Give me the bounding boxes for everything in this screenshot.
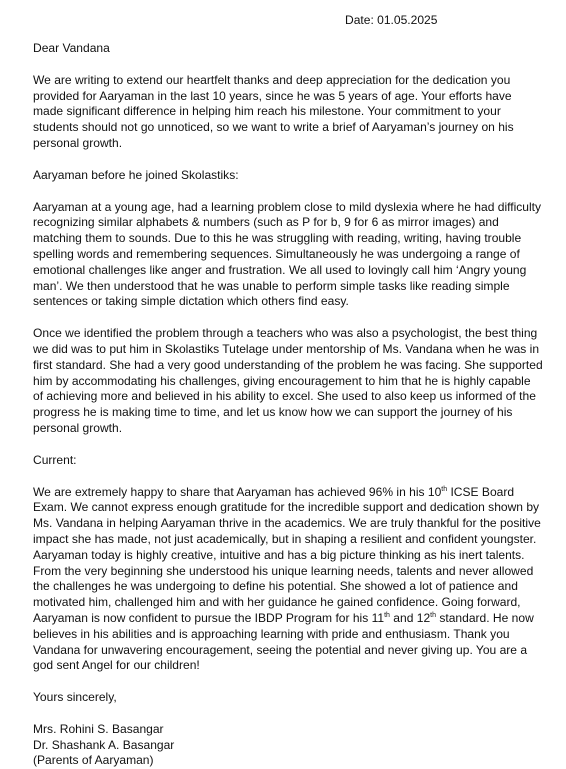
superscript-th-2: th — [384, 611, 390, 619]
superscript-th-3: th — [430, 611, 436, 619]
section-heading-current: Current: — [33, 452, 77, 467]
signatory-3: (Parents of Aaryaman) — [33, 753, 154, 768]
signature-block — [33, 690, 543, 769]
salutation: Dear Vandana — [33, 41, 110, 55]
current-text-3: and 12 — [389, 610, 431, 625]
current-paragraph — [33, 485, 543, 675]
signatory-1: Mrs. Rohini S. Basangar — [33, 721, 164, 736]
superscript-th-1: th — [441, 485, 448, 493]
closing: Yours sincerely, — [33, 690, 117, 705]
before-paragraph-1: Aaryaman at a young age, had a learning problem close to mild dyslexia where he had difficulty recognizing similar alphabets & numbers (such as P for b, 9 for 6 as mirror images) and matching them to sounds. Due to this he was struggling with reading, writing, having trouble spelling words and remembering sequences. Simultaneously he was undergoing a range of emotional challenges like anger and frustration. We all used to lovingly call him ‘Angry young man’. We then understood that he was unable to perform simple tasks like reading simple sentences or taking simple dictation which others find easy. — [33, 199, 542, 309]
letter-body — [33, 41, 543, 769]
current-text-2: ICSE Board Exam. We cannot express enough gratitude for the incredible support and dedication shown by Ms. Vandana in helping Aaryaman thrive in the academics. We are truly thankful for the positive impact she has made, not just academically, but in shaping a resilient and confident youngster. Aaryaman today is highly creative, intuitive and has a big picture thinking as his inert talents. From the very beginning she understood his unique learning needs, talents and never allowed the challenges he was undergoing to define his potential. She showed a lot of patience and motivated him, challenged him and with her guidance he gained confidence. Going forward, Aaryaman is now confident to pursue the IBDP Program for his 11 — [33, 484, 541, 625]
before-paragraph-2: Once we identified the problem through a teachers who was also a psychologist, the best thing we did was to put him in Skolastiks Tutelage under mentorship of Ms. Vandana when he was in first standard. She had a very good understanding of the problem he was facing. She supported him by accommodating his challenges, giving encouragement to him that he is highly capable of achieving more and believed in his ability to excel. She used to also keep us informed of the progress he is making time to time, and let us know how we can support the journey of his personal growth. — [33, 326, 543, 435]
current-text-4: standard. He now believes in his abilities and is approaching learning with pride and enthusiasm. Thank you Vandana for unwavering encouragement, seeing the potential and never giving up. You are a god sent Angel for our children! — [33, 610, 534, 673]
intro-paragraph: We are writing to extend our heartfelt thanks and deep appreciation for the dedication you provided for Aaryaman in the last 10 years, since he was 5 years of age. Your efforts have made significant difference in helping him reach his milestone. Your commitment to your students should not go unnoticed, so we want to write a brief of Aaryaman’s journey on his personal growth. — [33, 72, 514, 150]
letter-date: Date: 01.05.2025 — [345, 13, 438, 27]
current-text-1: We are extremely happy to share that Aaryaman has achieved 96% in his 10 — [33, 484, 442, 499]
signatory-2: Dr. Shashank A. Basangar — [33, 737, 175, 752]
section-heading-before: Aaryaman before he joined Skolastiks: — [33, 167, 239, 182]
